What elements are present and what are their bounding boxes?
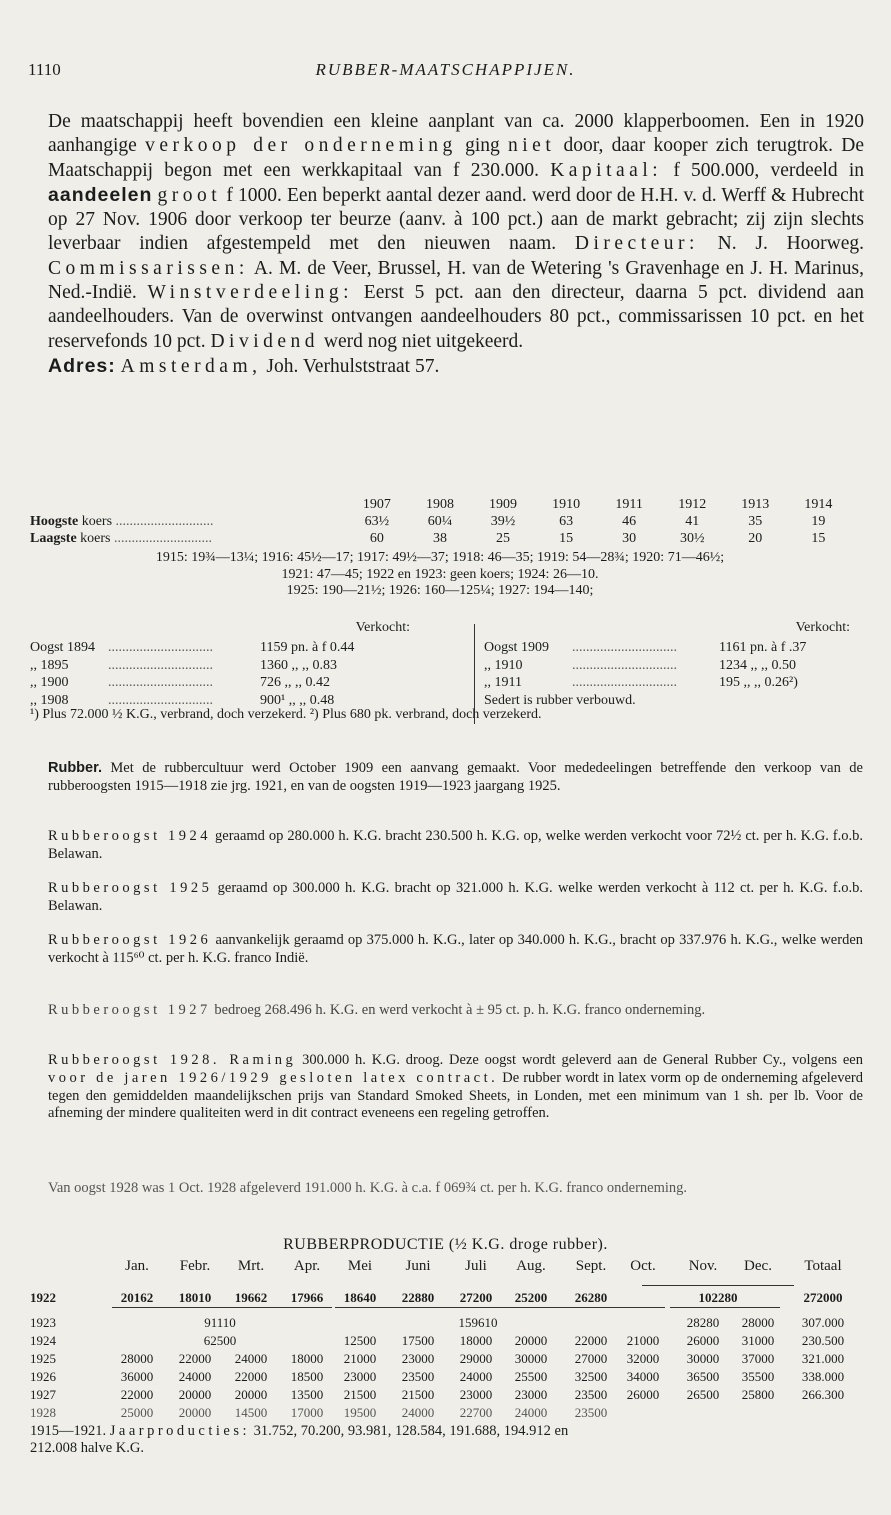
oogst-value: 1234 ,, ,, 0.50 [719,657,796,673]
verkocht-row: ,, 1911 .............................. 195 ,, ,, 0.26²) [484,675,798,690]
year-cell: 1910 [552,496,581,512]
oogst-label: Rubberoogst 1927 [48,1002,211,1018]
month-header: Nov. [688,1258,718,1274]
month-value: 37000 [741,1351,775,1366]
total-value: 321.000 [801,1351,845,1366]
oogst-text: geraamd op 300.000 h. K.G. bracht op 321.000 h. K.G. welke werden verkocht à 112 ct. per h. K.G. f.o.b. Belawan. [48,880,864,914]
month-value: 23000 [514,1387,548,1402]
koers-cell: 63 [559,513,574,529]
jaarproducties-line [30,1423,860,1440]
intro-text: werd nog niet uitgekeerd. [319,330,524,352]
month-header: Aug. [516,1258,546,1274]
koers-cell: 63½ [364,513,390,529]
koers-cell: 20 [748,530,763,546]
oogst-value: 195 ,, ,, 0.26²) [719,675,798,690]
koers-cell: 38 [432,530,447,546]
intro-text: A. M. de Veer, Brussel, H. van de Wetering 's Gravenhage en J. H. Marinus, Ned.-Indië. [48,257,864,304]
oogst-text: geraamd op 280.000 h. K.G. bracht 230.500 h. K.G. op, welke werden verkocht voor 72½ ct. per h. K.G. f.o.b. Belawan. [48,828,863,862]
month-value: 17500 [401,1333,435,1348]
month-value: 18640 [343,1290,377,1305]
month-value: 12500 [343,1333,377,1348]
month-header: Apr. [293,1258,321,1274]
koers-cell: 30 [622,530,637,546]
month-value: 27200 [459,1290,493,1305]
koers-cell: 15 [811,530,826,546]
month-value: 30000 [686,1351,720,1366]
month-value: 18000 [459,1333,493,1348]
year-row-1925 [30,1351,870,1365]
month-value: 26000 [626,1387,660,1402]
verkocht-row: ,, 1895 .............................. 1360 ,, ,, 0.83 [30,657,337,673]
koers-cell: 35 [748,513,763,529]
koers-cell: 25 [496,530,511,546]
month-value: 22700 [459,1405,493,1420]
oogst-value: 900¹ ,, ,, 0.48 [260,692,335,708]
rubber-heading: Rubber. [48,760,102,776]
koers-year-row [30,496,850,513]
dividend-label: Dividend [210,330,320,352]
month-value: 25000 [120,1405,154,1420]
year-label: 1927 [30,1387,56,1402]
verkocht-heading: Verkocht: [355,620,410,635]
month-value: 32500 [574,1369,608,1384]
year-row-1927 [30,1387,870,1401]
rubber-note: Sedert is rubber verbouwd. [484,692,636,708]
month-value: 18010 [178,1290,212,1305]
year-label: 1926 [30,1369,56,1384]
aflevering-paragraph [48,1180,863,1198]
niet-label: niet [508,135,556,157]
year-cell: 1912 [678,496,707,512]
oogst-text: bedroeg 268.496 h. K.G. en werd verkocht à ± 95 ct. p. h. K.G. franco onderneming. [210,1002,706,1018]
year-label: 1925 [30,1351,56,1366]
contract-label: voor de jaren 1926/1929 gesloten latex contract. [48,1069,499,1086]
koers-cell: 60 [369,530,384,546]
month-value: 28000 [741,1315,775,1330]
koers-cell: 41 [685,513,700,529]
month-value: 21500 [343,1387,377,1402]
jaarproducties-years: 1915—1921. [30,1423,107,1439]
year-row-1922 [30,1290,870,1304]
koers-history-line: 1921: 47—45; 1922 en 1923: geen koers; 1924: 26—10. [281,566,599,582]
month-value: 23000 [343,1369,377,1384]
month-value: 23500 [574,1405,608,1420]
intro-text: De maatschappij heeft bovendien een kleine aanplant van ca. 2000 klapperboomen. Een in 1920 aanhangige [48,111,864,157]
oogst-1925-paragraph [48,880,863,916]
month-value: 13500 [290,1387,324,1402]
jaarproducties-values: 31.752, 70.200, 93.981, 128.584, 191.688, 194.912 en [250,1423,569,1439]
year-row-1928 [30,1405,870,1419]
month-header-row [30,1258,870,1278]
month-header: Mrt. [237,1258,265,1274]
koers-word: koers [81,513,113,529]
month-value: 20000 [234,1387,268,1402]
year-cell: 1914 [804,496,833,512]
year-cell: 1908 [425,496,454,512]
month-value: 22880 [401,1290,435,1305]
koers-empty [30,496,345,513]
oogst-label: ,, 1911 [484,675,522,690]
rubber-text: Met de rubbercultuur werd October 1909 een aanvang gemaakt. Voor mededeelingen betreffende den verkoop van de rubberoogsten 1915—1918 zie jrg. 1921, en van de oogsten 1919—1923 jaargang 1925. [48,760,863,794]
year-cell: 1909 [489,496,518,512]
koers-history-line: 1925: 190—21½; 1926: 160—125¼; 1927: 194—140; [286,583,594,598]
jaarproducties-note [30,1423,860,1456]
month-header: Sept. [575,1258,607,1274]
month-value: 20162 [120,1290,154,1305]
verkocht-footnote: ¹) Plus 72.000 ½ K.G., verbrand, doch verzekerd. ²) Plus 680 pk. verbrand, doch verzekerd. [30,707,542,722]
month-value: 22000 [234,1369,268,1384]
koers-history-line: 1915: 19¾—13¼; 1916: 45½—17; 1917: 49½—37; 1918: 46—35; 1919: 54—28¾; 1920: 71—46½; [155,550,725,565]
month-value: 14500 [234,1405,268,1420]
month-value: 34000 [626,1369,660,1384]
verkoop-label: verkoop der onderneming [145,135,457,157]
intro-text: Eerst 5 pct. aan den directeur, daarna 5 pct. dividend aan aandeelhouders. Van de overwinst ontvangen aandeelhouders 80 pct., commissarissen 10 pct. en het reservefonds 10 pct. [48,282,864,352]
oogst-label: Rubberoogst 1925 [48,880,213,896]
month-value: 35500 [741,1369,775,1384]
month-value: 19662 [234,1290,268,1305]
total-value: 338.000 [801,1369,845,1384]
page-header [28,60,863,86]
month-header: Juni [405,1258,431,1274]
koers-table [30,496,850,547]
commissarissen-label: Commissarissen: [48,257,249,279]
verkocht-row: ,, 1900 .............................. 726 ,, ,, 0.42 [30,675,330,690]
month-value: 23000 [401,1351,435,1366]
oogst-1928-paragraph [48,1052,863,1123]
year-cell: 1911 [615,496,643,512]
month-value: 32000 [626,1351,660,1366]
intro-text: N. J. Hoorweg. [698,233,865,255]
company-description [48,110,864,379]
year-label: 1928 [30,1405,56,1420]
verkocht-heading: Verkocht: [795,620,850,635]
month-value: 22000 [574,1333,608,1348]
adres-city: Amsterdam, [120,355,262,377]
month-value: 28280 [686,1315,720,1330]
koers-cell: 39½ [490,513,516,529]
brace-line [112,1307,332,1308]
aflevering-text: Van oogst 1928 was 1 Oct. 1928 afgeleverd 191.000 h. K.G. à c.a. f 069¾ ct. per h. K.G. franco onderneming. [48,1180,688,1196]
oogst-label: Oogst 1894 [30,640,95,655]
verkocht-row: ,, 1910 .............................. 1234 ,, ,, 0.50 [484,657,796,673]
month-value: 20000 [514,1333,548,1348]
oogst-1927-paragraph [48,1002,863,1020]
laagste-koers-row [30,530,850,547]
intro-text: door, daar kooper zich terugtrok. De Maatschappij begon met een werkkapitaal van f 230.000. [48,135,865,181]
month-value: 24000 [234,1351,268,1366]
laagste-label-cell: Laagste koers ............................ [30,530,212,546]
month-value: 19500 [343,1405,377,1420]
adres-label: Adres: [48,354,116,377]
total-value: 272000 [803,1290,843,1305]
year-label: 1924 [30,1333,56,1348]
month-value: 36000 [120,1369,154,1384]
raming-label: Raming [220,1052,297,1068]
kapitaal-label: Kapitaal: [550,159,663,181]
oogst-label: Rubberoogst 1928. [48,1052,221,1068]
month-value: 17966 [290,1290,324,1305]
year-label: 1922 [30,1290,56,1305]
verkocht-row: Oogst 1909 .............................. 1161 pn. à f .37 [484,640,807,655]
month-value: 91110 [204,1315,236,1330]
month-value: 24000 [514,1405,548,1420]
oogst-label: Oogst 1909 [484,640,549,655]
laagste-label: Laagste [30,530,77,546]
oogst-text: De rubber wordt in latex vorm op de onderneming afgeleverd tegen den gemiddelden maandelijkschen prijs van Standard Smoked Sheets, in Londen, met een minimum van 1 sh. per lb. Voor de afneming der mindere qualiteiten werd in dit contract eveneens een regeling getroffen. [48,1069,864,1122]
month-value: 36500 [686,1369,720,1384]
year-label: 1923 [30,1315,56,1330]
month-value: 23000 [459,1387,493,1402]
month-value: 21000 [626,1333,660,1348]
winstverdeeling-label: Winstverdeeling: [147,282,354,304]
month-value: 17000 [290,1405,324,1420]
month-value: 28000 [120,1351,154,1366]
oogst-label: Rubberoogst 1924 [48,828,212,844]
oogst-label: ,, 1900 [30,675,69,690]
month-value: 26000 [686,1333,720,1348]
month-header: Febr. [179,1258,211,1274]
total-value: 266.300 [801,1387,845,1402]
month-value: 24000 [459,1369,493,1384]
productie-title: RUBBERPRODUCTIE (½ K.G. droge rubber). [283,1236,608,1253]
brace-line [335,1307,665,1308]
oogst-label: Rubberoogst 1926 [48,932,212,948]
month-value: 159610 [458,1315,498,1330]
oogst-label: ,, 1908 [30,692,69,708]
oogst-label: ,, 1895 [30,657,69,673]
oogst-1924-paragraph [48,828,863,864]
month-value: 102280 [698,1290,738,1305]
month-header: Mei [347,1258,373,1274]
adres-street: Joh. Verhulststraat 57. [261,355,440,377]
brace-line [670,1307,780,1308]
month-header: Juli [465,1258,487,1274]
month-value: 30000 [514,1351,548,1366]
koers-word: koers [80,530,111,546]
oogst-label: ,, 1910 [484,657,523,673]
month-value: 21500 [401,1387,435,1402]
month-value: 23500 [401,1369,435,1384]
rubber-paragraph [48,760,863,796]
month-value: 18500 [290,1369,324,1384]
month-value: 22000 [178,1351,212,1366]
oogst-text: aanvankelijk geraamd op 375.000 h. K.G., later op 340.000 h. K.G., bracht op 337.976 h. K.G., welke werden verkocht à 115⁶⁰ ct. per h. K.G. franco Indië. [48,932,864,966]
month-value: 29000 [459,1351,493,1366]
adres-line [48,354,864,379]
jaarproducties-label: Jaarproducties: [109,1423,251,1439]
month-header: Oct. [630,1258,656,1274]
month-value: 21000 [343,1351,377,1366]
month-value: 62500 [203,1333,237,1348]
oogst-1926-paragraph [48,932,863,968]
month-value: 25500 [514,1369,548,1384]
month-value: 25800 [741,1387,775,1402]
intro-paragraph [48,110,864,354]
intro-text: f 500.000, verdeeld in [662,159,864,181]
koers-cell: 46 [622,513,637,529]
month-value: 26500 [686,1387,720,1402]
month-header: Jan. [125,1258,149,1274]
aandeelen-label: aandeelen [48,183,153,206]
koers-cell: 19 [811,513,826,529]
hoogste-label-cell: Hoogste koers ............................ [30,513,214,529]
brace-line [642,1285,794,1286]
groot-label: groot [157,184,222,206]
month-value: 24000 [401,1405,435,1420]
intro-text: ging [456,135,509,157]
koers-history [30,550,850,600]
total-value: 230.500 [801,1333,845,1348]
total-value: 307.000 [801,1315,845,1330]
oogst-text: 300.000 h. K.G. droog. Deze oogst wordt geleverd aan de General Rubber Cy., volgens een [296,1052,863,1068]
koers-cell: 60¼ [427,513,453,529]
jaarproducties-line: 212.008 halve K.G. [30,1439,144,1456]
year-row-1926 [30,1369,870,1383]
oogst-value: 1159 pn. à f 0.44 [260,640,355,655]
verkocht-row: ,, 1908 .............................. 900¹ ,, ,, 0.48 [30,692,335,708]
year-row-1923 [30,1315,870,1329]
hoogste-label: Hoogste [30,513,79,529]
koers-cell: 15 [559,530,574,546]
intro-text: f 1000. Een beperkt aantal dezer aand. werd door de H.H. v. d. Werff & Hubrecht op 27 Nov. 1906 door verkoop ter beurze (aanv. à 100 pct.) aan de markt gebracht; zij zijn slechts leverbaar indien afgestempeld met den nieuwen naam. [48,184,865,255]
month-value: 23500 [574,1387,608,1402]
month-value: 20000 [178,1387,212,1402]
oogst-value: 1360 ,, ,, 0.83 [260,657,337,673]
hoogste-koers-row [30,513,850,530]
month-header: Totaal [804,1258,842,1274]
koers-cell: 30½ [679,530,705,546]
oogst-value: 726 ,, ,, 0.42 [260,675,330,690]
running-title: RUBBER-MAATSCHAPPIJEN. [315,60,576,79]
oogst-value: 1161 pn. à f .37 [719,640,807,655]
verkocht-left-column [30,620,440,710]
month-value: 26280 [574,1290,608,1305]
month-value: 24000 [178,1369,212,1384]
month-value: 18000 [290,1351,324,1366]
month-header: Dec. [744,1258,772,1274]
verkocht-row: Oogst 1894 .............................. 1159 pn. à f 0.44 [30,640,355,655]
directeur-label: Directeur: [574,233,699,255]
year-cell: 1913 [741,496,770,512]
year-row-1924 [30,1333,870,1347]
year-cell: 1907 [362,496,391,512]
month-value: 25200 [514,1290,548,1305]
month-value: 22000 [120,1387,154,1402]
verkocht-right-column [454,620,850,710]
month-value: 20000 [178,1405,212,1420]
month-value: 31000 [741,1333,775,1348]
page-number: 1110 [28,60,61,79]
month-value: 27000 [574,1351,608,1366]
